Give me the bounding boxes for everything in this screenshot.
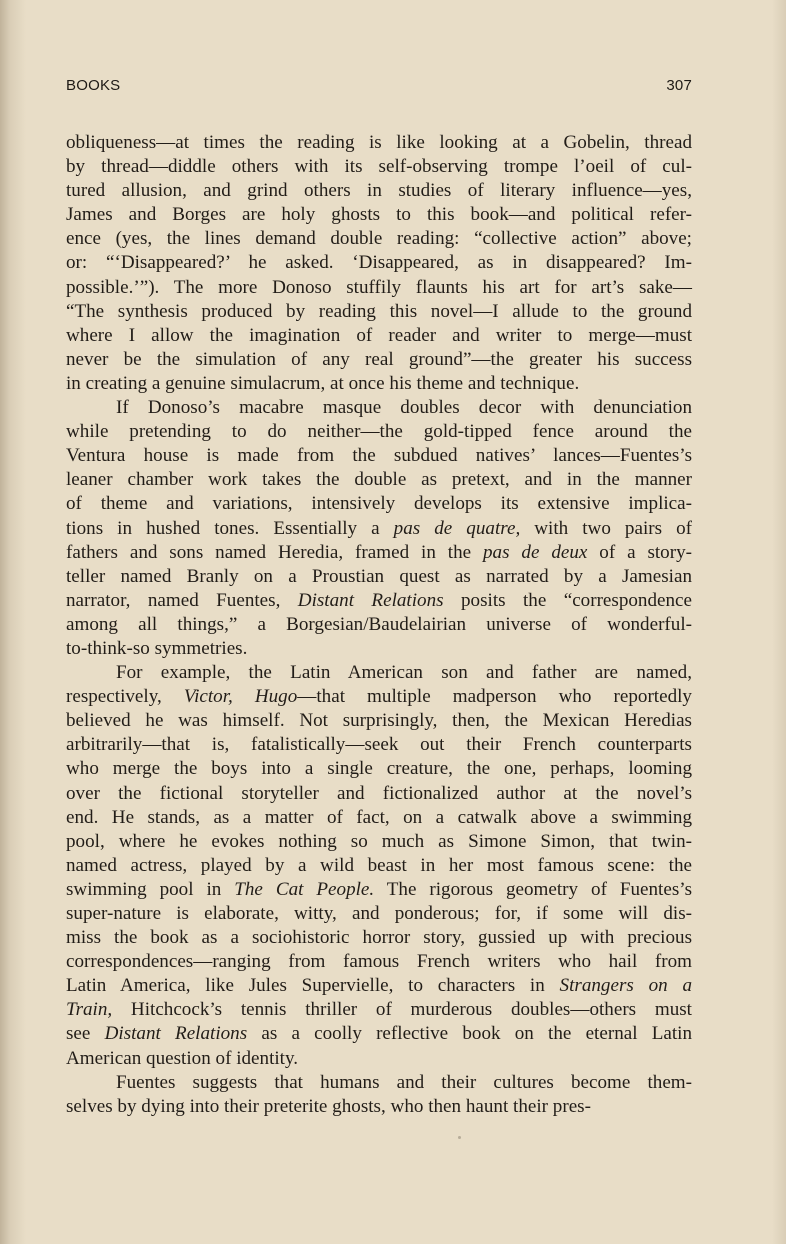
italic-title: pas de deux [482, 541, 588, 563]
text-run: with two pairs of [520, 517, 692, 539]
italic-title: Strangers on a [559, 975, 692, 997]
text-run: teller named Branly on a Proustian quest as narrated by a Jamesian [66, 565, 692, 587]
text-run: Fuentes suggests that humans and their cultures become them- [116, 1071, 692, 1093]
text-run: where I allow the imagination of reader and writer to merge—must [66, 324, 692, 346]
text-run: of theme and variations, intensively develops its extensive implica- [66, 493, 692, 515]
text-line [66, 179, 692, 203]
text-line [66, 950, 692, 974]
text-line [66, 733, 692, 757]
italic-title: pas de quatre, [393, 517, 521, 539]
text-run: miss the book as a sociohistoric horror story, gussied up with precious [66, 927, 692, 949]
text-run: Hitchcock’s tennis thriller of murderous doubles—others must [112, 999, 692, 1021]
paper-speck [458, 1136, 461, 1139]
text-run: or: “‘Disappeared?’ he asked. ‘Disappeared, as in disappeared? Im- [66, 252, 692, 274]
text-run: —that multiple madperson who reportedly [297, 686, 692, 708]
text-run: James and Borges are holy ghosts to this book—and political refer- [66, 204, 692, 226]
text-line [66, 830, 692, 854]
italic-title: Victor, Hugo [183, 686, 298, 708]
text-run: pool, where he evokes nothing so much as Simone Simon, that twin- [66, 830, 692, 852]
page-header [66, 77, 692, 99]
text-line [66, 902, 692, 926]
text-line [66, 709, 692, 733]
italic-title: Distant Relations [104, 1023, 248, 1045]
text-run: correspondences—ranging from famous French writers who hail from [66, 951, 692, 973]
text-run: tions in hushed tones. Essentially a [66, 517, 394, 539]
text-run: by thread—diddle others with its self-observing trompe l’oeil of cul- [66, 156, 692, 178]
text-run: who merge the boys into a single creature, the one, perhaps, looming [66, 758, 692, 780]
text-run: tured allusion, and grind others in studies of literary influence—yes, [66, 180, 692, 202]
text-line [66, 565, 692, 589]
text-run: For example, the Latin American son and father are named, [116, 662, 692, 684]
text-line [66, 227, 692, 251]
text-run: respectively, [66, 686, 184, 708]
text-line [66, 492, 692, 516]
text-line [66, 685, 692, 709]
text-line [66, 806, 692, 830]
text-run: leaner chamber work takes the double as pretext, and in the manner [66, 469, 692, 491]
text-run: end. He stands, as a matter of fact, on a catwalk above a swimming [66, 806, 692, 828]
text-line [66, 517, 692, 541]
text-line [66, 854, 692, 878]
text-line [66, 372, 692, 396]
text-line [66, 878, 692, 902]
text-run: see [66, 1023, 105, 1045]
text-line [66, 468, 692, 492]
text-run: selves by dying into their preterite ghosts, who then haunt their pres- [66, 1095, 591, 1117]
text-line [66, 613, 692, 637]
text-line [66, 1022, 692, 1046]
text-line [66, 300, 692, 324]
text-line [66, 757, 692, 781]
text-line [66, 998, 692, 1022]
text-line [66, 420, 692, 444]
text-run: among all things,” a Borgesian/Baudelairian universe of wonderful- [66, 613, 692, 635]
text-line [66, 541, 692, 565]
text-run: posits the “correspondence [443, 589, 692, 611]
text-run: possible.’”). The more Donoso stuffily flaunts his art for art’s sake— [66, 276, 692, 298]
text-run: “The synthesis produced by reading this novel—I allude to the ground [66, 300, 692, 322]
text-run: fathers and sons named Heredia, framed in the [66, 541, 483, 563]
text-line [66, 1095, 692, 1119]
text-line [66, 396, 692, 420]
italic-title: The Cat People. [234, 878, 375, 900]
running-head: BOOKS [66, 77, 121, 94]
text-line [66, 203, 692, 227]
text-run: Latin America, like Jules Supervielle, to characters in [66, 975, 560, 997]
text-line [66, 661, 692, 685]
text-run: never be the simulation of any real ground”—the greater his success [66, 348, 692, 370]
italic-title: Train, [66, 999, 113, 1021]
text-run: while pretending to do neither—the gold-tipped fence around the [66, 421, 692, 443]
text-run: Ventura house is made from the subdued natives’ lances—Fuentes’s [66, 445, 692, 467]
text-line [66, 589, 692, 613]
text-run: ence (yes, the lines demand double reading: “collective action” above; [66, 228, 692, 250]
text-line [66, 276, 692, 300]
text-line [66, 131, 692, 155]
text-line [66, 782, 692, 806]
text-run: swimming pool in [66, 878, 235, 900]
page-number: 307 [666, 77, 692, 94]
text-run: over the fictional storyteller and fictionalized author at the novel’s [66, 782, 692, 804]
italic-title: Distant Relations [297, 589, 444, 611]
text-line [66, 348, 692, 372]
text-line [66, 251, 692, 275]
body-text [66, 131, 692, 1119]
text-run: American question of identity. [66, 1047, 299, 1069]
text-line [66, 974, 692, 998]
text-run: named actress, played by a wild beast in her most famous scene: the [66, 854, 692, 876]
text-line [66, 444, 692, 468]
text-run: as a coolly reflective book on the eternal Latin [247, 1023, 693, 1045]
text-run: If Donoso’s macabre masque doubles decor with denunciation [116, 397, 692, 419]
text-run: super-nature is elaborate, witty, and ponderous; for, if some will dis- [66, 903, 692, 924]
text-run: of a story- [587, 541, 692, 563]
text-line [66, 637, 692, 661]
text-run: narrator, named Fuentes, [66, 589, 298, 611]
text-line [66, 1071, 692, 1095]
text-run: The rigorous geometry of Fuentes’s [374, 878, 693, 900]
text-line [66, 155, 692, 179]
text-line [66, 324, 692, 348]
text-run: in creating a genuine simulacrum, at once his theme and technique. [66, 372, 580, 394]
text-line [66, 1047, 692, 1071]
text-line [66, 926, 692, 950]
text-run: believed he was himself. Not surprisingly, then, the Mexican Heredias [66, 710, 692, 732]
text-run: arbitrarily—that is, fatalistically—seek out their French counterparts [66, 734, 692, 756]
text-run: obliqueness—at times the reading is like looking at a Gobelin, thread [66, 132, 692, 153]
text-run: to-think-so symmetries. [66, 637, 248, 659]
